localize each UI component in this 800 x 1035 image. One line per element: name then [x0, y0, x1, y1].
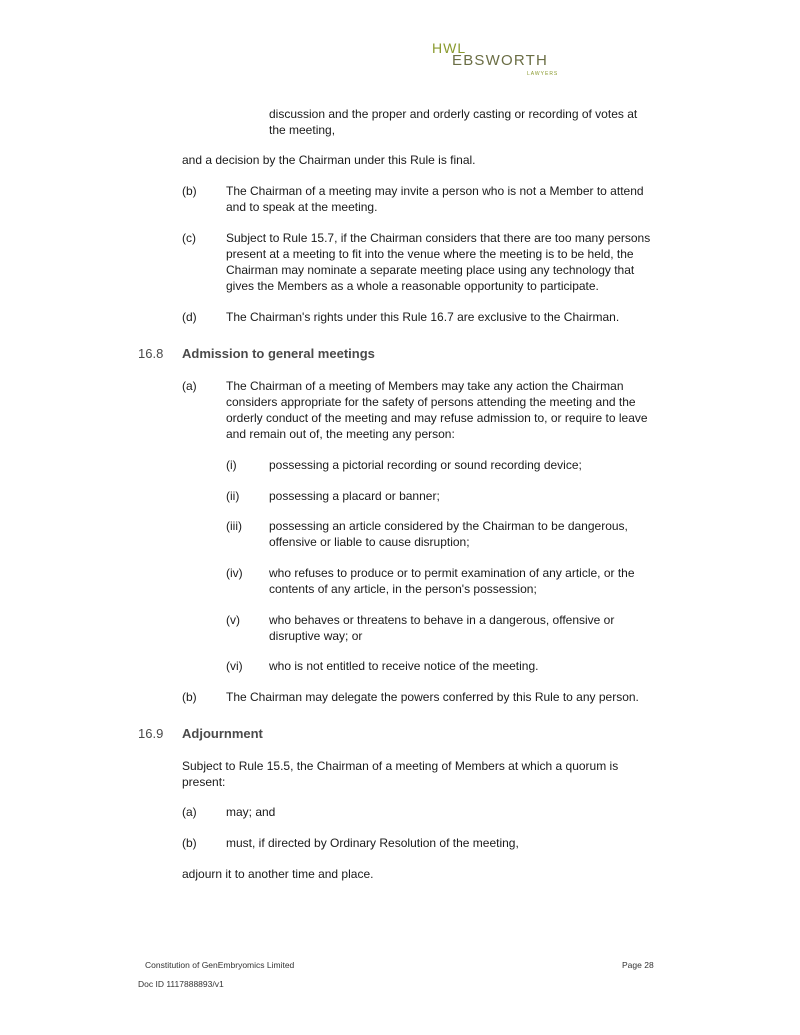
continuation-line-1: discussion and the proper and orderly casting or recording of votes at: [269, 107, 638, 121]
section-16-9-number: 16.9: [138, 726, 164, 741]
footer-doc-id: Doc ID 1117888893/v1: [138, 979, 224, 989]
item-b-label: (b): [182, 184, 197, 198]
continuation-line-2: the meeting,: [269, 123, 336, 137]
subitem-iv-text: contents of any article, in the person's possession;: [269, 582, 537, 596]
subitem-iv-label: (iv): [226, 566, 243, 580]
subitem-i-label: (i): [226, 458, 237, 472]
section-16-8-heading: Admission to general meetings: [182, 346, 375, 361]
item-b-text: The Chairman of a meeting may invite a person who is not a Member to attend: [226, 184, 644, 198]
item-a-text: and remain out of, the meeting any person:: [226, 427, 455, 441]
item-a-text: considers appropriate for the safety of persons attending the meeting and the: [226, 395, 636, 409]
adjournment-a-label: (a): [182, 805, 197, 819]
footer-page-number: Page 28: [622, 960, 654, 970]
adjournment-final: adjourn it to another time and place.: [182, 867, 374, 881]
subitem-v-text: disruptive way; or: [269, 629, 363, 643]
subitem-vi-text: who is not entitled to receive notice of the meeting.: [269, 659, 539, 673]
item-c-text: present at a meeting to fit into the venue where the meeting is to be held, the: [226, 247, 634, 261]
subitem-iii-label: (iii): [226, 519, 242, 533]
subitem-iii-text: possessing an article considered by the Chairman to be dangerous,: [269, 519, 628, 533]
subitem-vi-label: (vi): [226, 659, 243, 673]
item-c-text: gives the Members as a whole a reasonable opportunity to participate.: [226, 279, 599, 293]
adjournment-text: present:: [182, 775, 226, 789]
section-16-8-number: 16.8: [138, 346, 164, 361]
adjournment-text: Subject to Rule 15.5, the Chairman of a meeting of Members at which a quorum is: [182, 759, 619, 773]
item-c-label: (c): [182, 231, 196, 245]
subitem-iv-text: who refuses to produce or to permit examination of any article, or the: [269, 566, 635, 580]
item-b2-text: The Chairman may delegate the powers conferred by this Rule to any person.: [226, 690, 639, 704]
item-c-text: Subject to Rule 15.7, if the Chairman considers that there are too many persons: [226, 231, 651, 245]
subitem-ii-label: (ii): [226, 489, 240, 503]
subitem-v-text: who behaves or threatens to behave in a dangerous, offensive or: [269, 613, 615, 627]
firm-logo: [432, 40, 562, 80]
adjournment-b-label: (b): [182, 836, 197, 850]
item-d-text: The Chairman's rights under this Rule 16.7 are exclusive to the Chairman.: [226, 310, 620, 324]
logo-hwl: HWL: [432, 40, 467, 56]
footer-doc-title: Constitution of GenEmbryomics Limited: [145, 960, 295, 970]
item-c-text: Chairman may nominate a separate meeting place using any technology that: [226, 263, 635, 277]
item-b2-label: (b): [182, 690, 197, 704]
subitem-v-label: (v): [226, 613, 240, 627]
item-a-text: The Chairman of a meeting of Members may take any action the Chairman: [226, 379, 624, 393]
adjournment-a-text: may; and: [226, 805, 276, 819]
section-16-9-heading: Adjournment: [182, 726, 263, 741]
decision-text: and a decision by the Chairman under this Rule is final.: [182, 153, 476, 167]
logo-lawyers: LAWYERS: [527, 71, 559, 77]
logo-ebsworth: EBSWORTH: [452, 52, 548, 69]
item-b-text: and to speak at the meeting.: [226, 200, 378, 214]
item-a-text: orderly conduct of the meeting and may refuse admission to, or require to leave: [226, 411, 648, 425]
subitem-ii-text: possessing a placard or banner;: [269, 489, 440, 503]
item-d-label: (d): [182, 310, 197, 324]
subitem-iii-text: offensive or liable to cause disruption;: [269, 535, 470, 549]
adjournment-b-text: must, if directed by Ordinary Resolution of the meeting,: [226, 836, 519, 850]
item-a-label: (a): [182, 379, 197, 393]
subitem-i-text: possessing a pictorial recording or sound recording device;: [269, 458, 582, 472]
